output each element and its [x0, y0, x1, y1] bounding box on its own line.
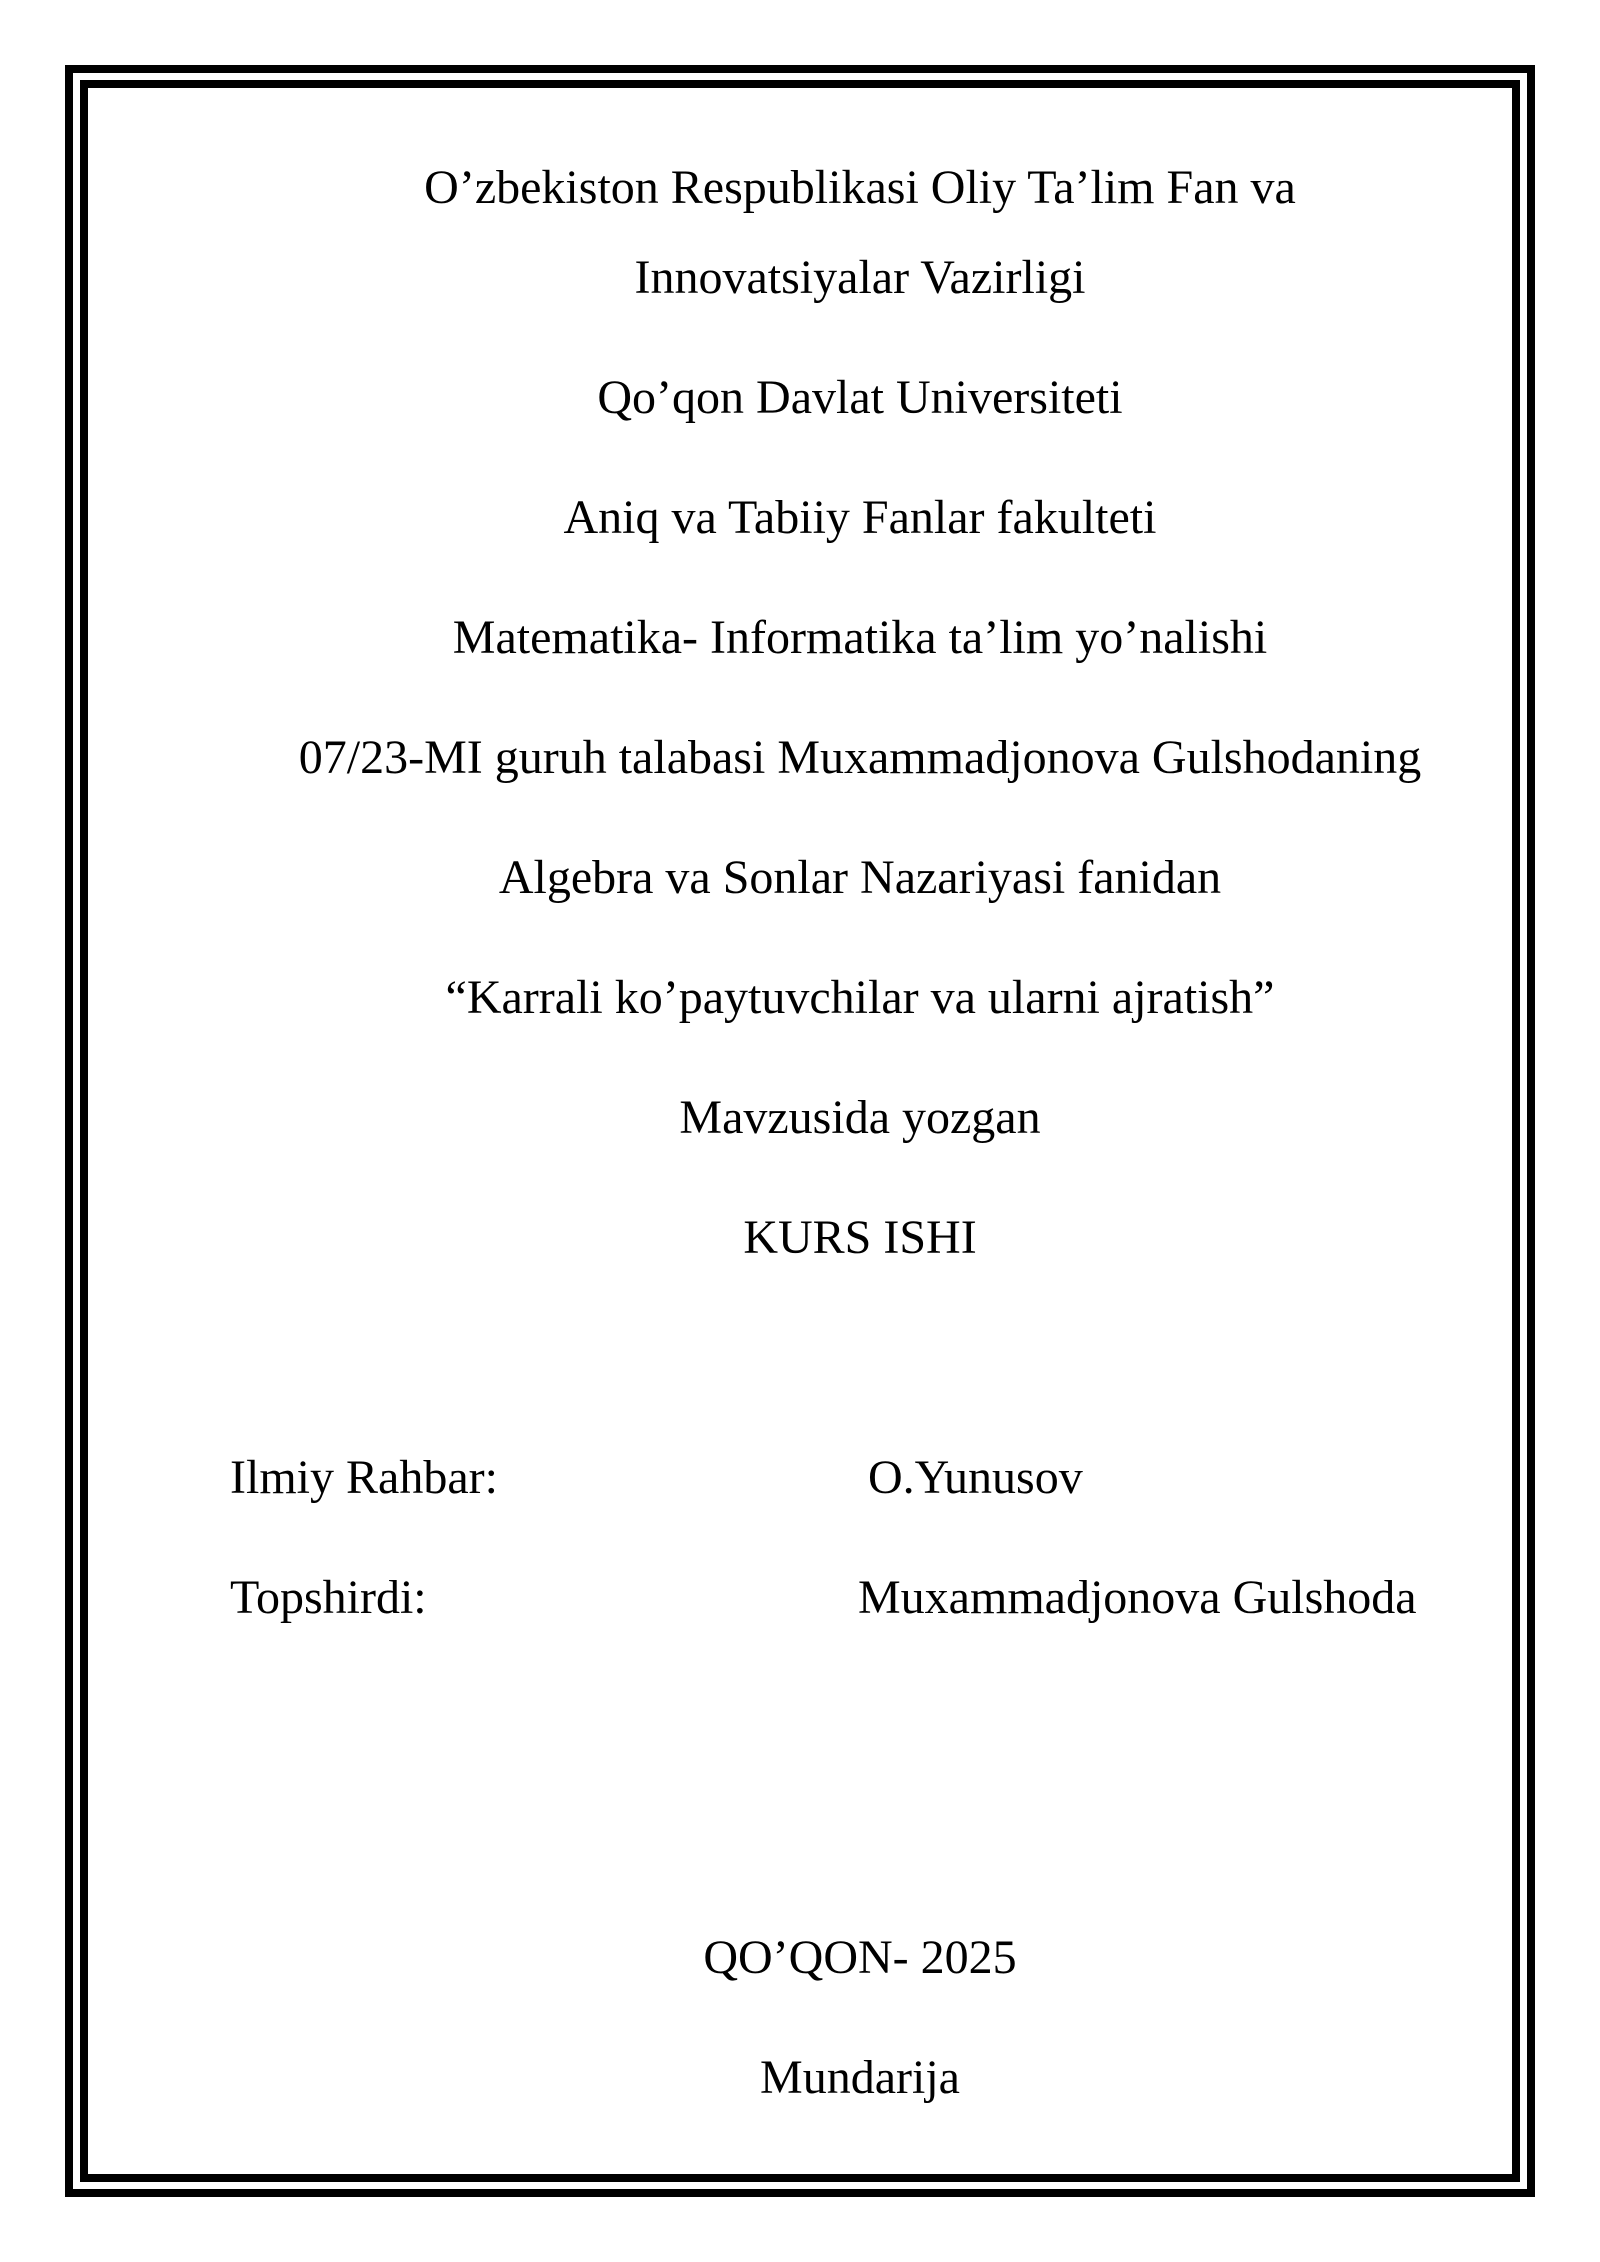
university-name: Qo’qon Davlat Universiteti	[597, 371, 1123, 424]
supervisor-label: Ilmiy Rahbar:	[230, 1451, 498, 1504]
topic-suffix: Mavzusida yozgan	[679, 1091, 1041, 1144]
ministry-line-2: Innovatsiyalar Vazirligi	[634, 251, 1086, 304]
contents-heading: Mundarija	[760, 2051, 960, 2104]
subject-line: Algebra va Sonlar Nazariyasi fanidan	[498, 851, 1222, 904]
student-line: 07/23-MI guruh talabasi Muxammadjonova Gulshodaning	[298, 731, 1422, 784]
supervisor-name: O.Yunusov	[868, 1451, 1083, 1504]
work-type: KURS ISHI	[743, 1211, 977, 1264]
faculty-name: Aniq va Tabiiy Fanlar fakulteti	[563, 491, 1157, 544]
city-year: QO’QON- 2025	[703, 1931, 1017, 1984]
ministry-line-1: O’zbekiston Respublikasi Oliy Ta’lim Fan va	[424, 161, 1296, 214]
submitted-name: Muxammadjonova Gulshoda	[858, 1571, 1417, 1624]
direction-name: Matematika- Informatika ta’lim yo’nalishi	[452, 611, 1268, 664]
topic-line: “Karrali ko’paytuvchilar va ularni ajratish”	[445, 971, 1275, 1024]
submitted-label: Topshirdi:	[230, 1571, 427, 1624]
